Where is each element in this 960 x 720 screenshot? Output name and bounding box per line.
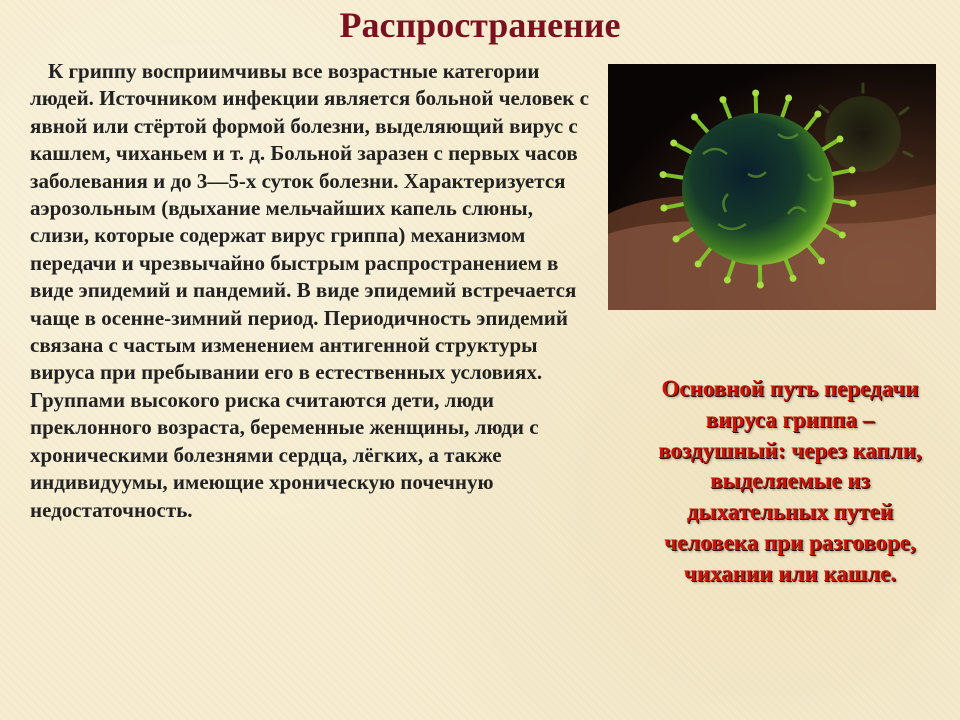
slide-title: Распространение xyxy=(339,5,621,45)
virus-spike-tip xyxy=(660,171,667,178)
virus-spike-tip xyxy=(839,231,846,238)
virus-particle xyxy=(682,113,834,265)
virus-spike-tip xyxy=(849,167,856,174)
virus-spike-tip xyxy=(719,96,726,103)
virus-spike-tip xyxy=(724,276,731,283)
virus-spike-tip xyxy=(818,258,825,265)
virus-spike-tip xyxy=(660,204,667,211)
virus-spike-tip xyxy=(691,113,698,120)
virus-spike-tip xyxy=(752,90,759,97)
virus-image xyxy=(608,64,936,310)
virus-spike-tip xyxy=(785,95,792,102)
virus-spike-tip xyxy=(836,135,843,142)
body-paragraph xyxy=(30,58,590,524)
virus-spike-tip xyxy=(790,275,797,282)
virus-illustration xyxy=(608,64,936,310)
virus-spike-tip xyxy=(849,200,856,207)
virus-spike-tip xyxy=(814,110,821,117)
virus-spike-tip xyxy=(670,140,677,147)
body-paragraph-text: К гриппу восприимчивы все возрастные категории людей. Источником инфекции является больной человек с явной или стёртой формой болезни, выделяющий вирус с кашлем, чиханьем и т. д. Больной заразен с первых часов заболевания и до 3—5-х суток болезни. Характеризуется аэрозольным (вдыхание мельчайших капель слюны, слизи, которые содержат вирус гриппа) механизмом передачи и чрезвычайно быстрым распространением в виде эпидемий и пандемий. В виде эпидемий встречается чаще в осенне-зимний период. Периодичность эпидемий связана с частым изменением антигенной структуры вируса при пребывании его в естественных условиях. Группами высокого риска считаются дети, люди преклонного возраста, беременные женщины, люди с хроническими болезнями сердца, лёгких, а также индивидуумы, имеющие хроническую почечную недостаточность. xyxy=(30,59,589,522)
callout-text: Основной путь передачи вируса гриппа – воздушный: через капли, выделяемые из дыхательных путей человека при разговоре, чихании или кашле. xyxy=(658,376,922,586)
virus-spike-tip xyxy=(757,281,764,288)
virus-spike-tip xyxy=(673,236,680,243)
virus-spike-tip xyxy=(695,261,702,268)
